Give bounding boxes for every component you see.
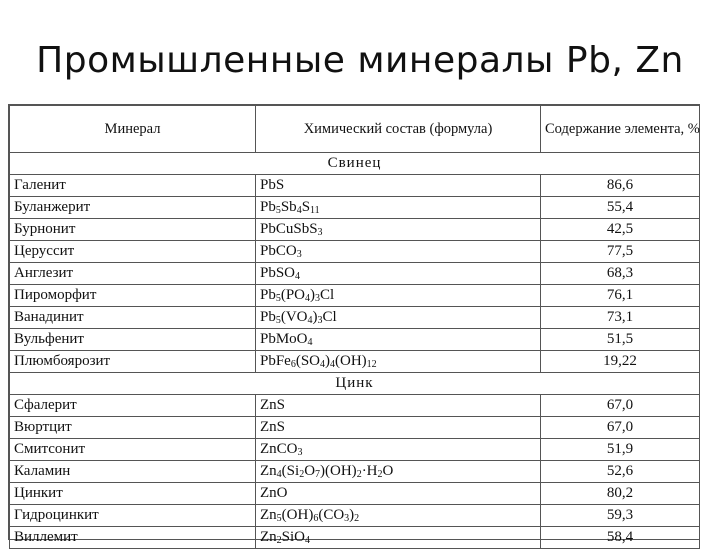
mineral-name: Англезит [10,263,256,285]
chemical-formula: $Pb_5Sb_4S_{11}$ [256,197,541,219]
minerals-table-frame [8,104,700,546]
table-row [10,219,700,241]
table-row [10,439,700,461]
section-title: Цинк [10,373,700,395]
element-content: 80,2 [541,483,700,505]
element-content: 58,4 [541,527,700,549]
section-row [10,153,700,175]
mineral-name: Буланжерит [10,197,256,219]
chemical-formula: PbSO$_4$ [256,263,541,285]
mineral-name: Бурнонит [10,219,256,241]
element-content: 77,5 [541,241,700,263]
element-content: 68,3 [541,263,700,285]
table-row [10,329,700,351]
table-row [10,197,700,219]
header-mineral: Минерал [10,106,256,153]
section-title: Свинец [10,153,700,175]
chemical-formula: $PbFe_6(SO_4)_4(OH)_{12}$ [256,351,541,373]
element-content: 52,6 [541,461,700,483]
mineral-name: Гидроцинкит [10,505,256,527]
page-title: Промышленные минералы Pb, Zn [36,40,684,81]
element-content: 19,22 [541,351,700,373]
element-content: 51,5 [541,329,700,351]
element-content: 76,1 [541,285,700,307]
chemical-formula: ZnS [256,417,541,439]
mineral-name: Сфалерит [10,395,256,417]
table-row [10,505,700,527]
mineral-name: Смитсонит [10,439,256,461]
table-row [10,285,700,307]
table-row [10,351,700,373]
element-content: 67,0 [541,417,700,439]
chemical-formula: $Pb_5(PO_4)_3Cl$ [256,285,541,307]
table-row [10,175,700,197]
table-row [10,307,700,329]
mineral-name: Виллемит [10,527,256,549]
table-body [10,153,700,549]
element-content: 42,5 [541,219,700,241]
mineral-name: Вюртцит [10,417,256,439]
table-row [10,241,700,263]
mineral-name: Ванадинит [10,307,256,329]
chemical-formula: PbCO$_3$ [256,241,541,263]
table-row [10,461,700,483]
chemical-formula: $Pb_5(VO_4)_3Cl$ [256,307,541,329]
table-header-row [10,106,700,153]
element-content: 55,4 [541,197,700,219]
table-row [10,395,700,417]
header-content: Содержание элемента, % [541,106,700,153]
chemical-formula: PbCuSbS$_3$ [256,219,541,241]
chemical-formula: ZnS [256,395,541,417]
header-formula: Химический состав (формула) [256,106,541,153]
chemical-formula: ZnCO$_3$ [256,439,541,461]
table-row [10,417,700,439]
chemical-formula: PbMoO$_4$ [256,329,541,351]
chemical-formula: ZnO [256,483,541,505]
mineral-name: Пироморфит [10,285,256,307]
table-row [10,263,700,285]
element-content: 51,9 [541,439,700,461]
chemical-formula: PbS [256,175,541,197]
mineral-name: Вульфенит [10,329,256,351]
element-content: 86,6 [541,175,700,197]
mineral-name: Цинкит [10,483,256,505]
section-row [10,373,700,395]
table-row [10,483,700,505]
mineral-name: Каламин [10,461,256,483]
element-content: 59,3 [541,505,700,527]
mineral-name: Плюмбоярозит [10,351,256,373]
chemical-formula: $Zn_4(Si_2O_7)(OH)_2\cdot H_2O$ [256,461,541,483]
chemical-formula: $Zn_5(OH)_6(CO_3)_2$ [256,505,541,527]
table-row [10,527,700,549]
element-content: 67,0 [541,395,700,417]
mineral-name: Церуссит [10,241,256,263]
chemical-formula: $Zn_2SiO_4$ [256,527,541,549]
minerals-table [9,105,700,549]
mineral-name: Галенит [10,175,256,197]
element-content: 73,1 [541,307,700,329]
